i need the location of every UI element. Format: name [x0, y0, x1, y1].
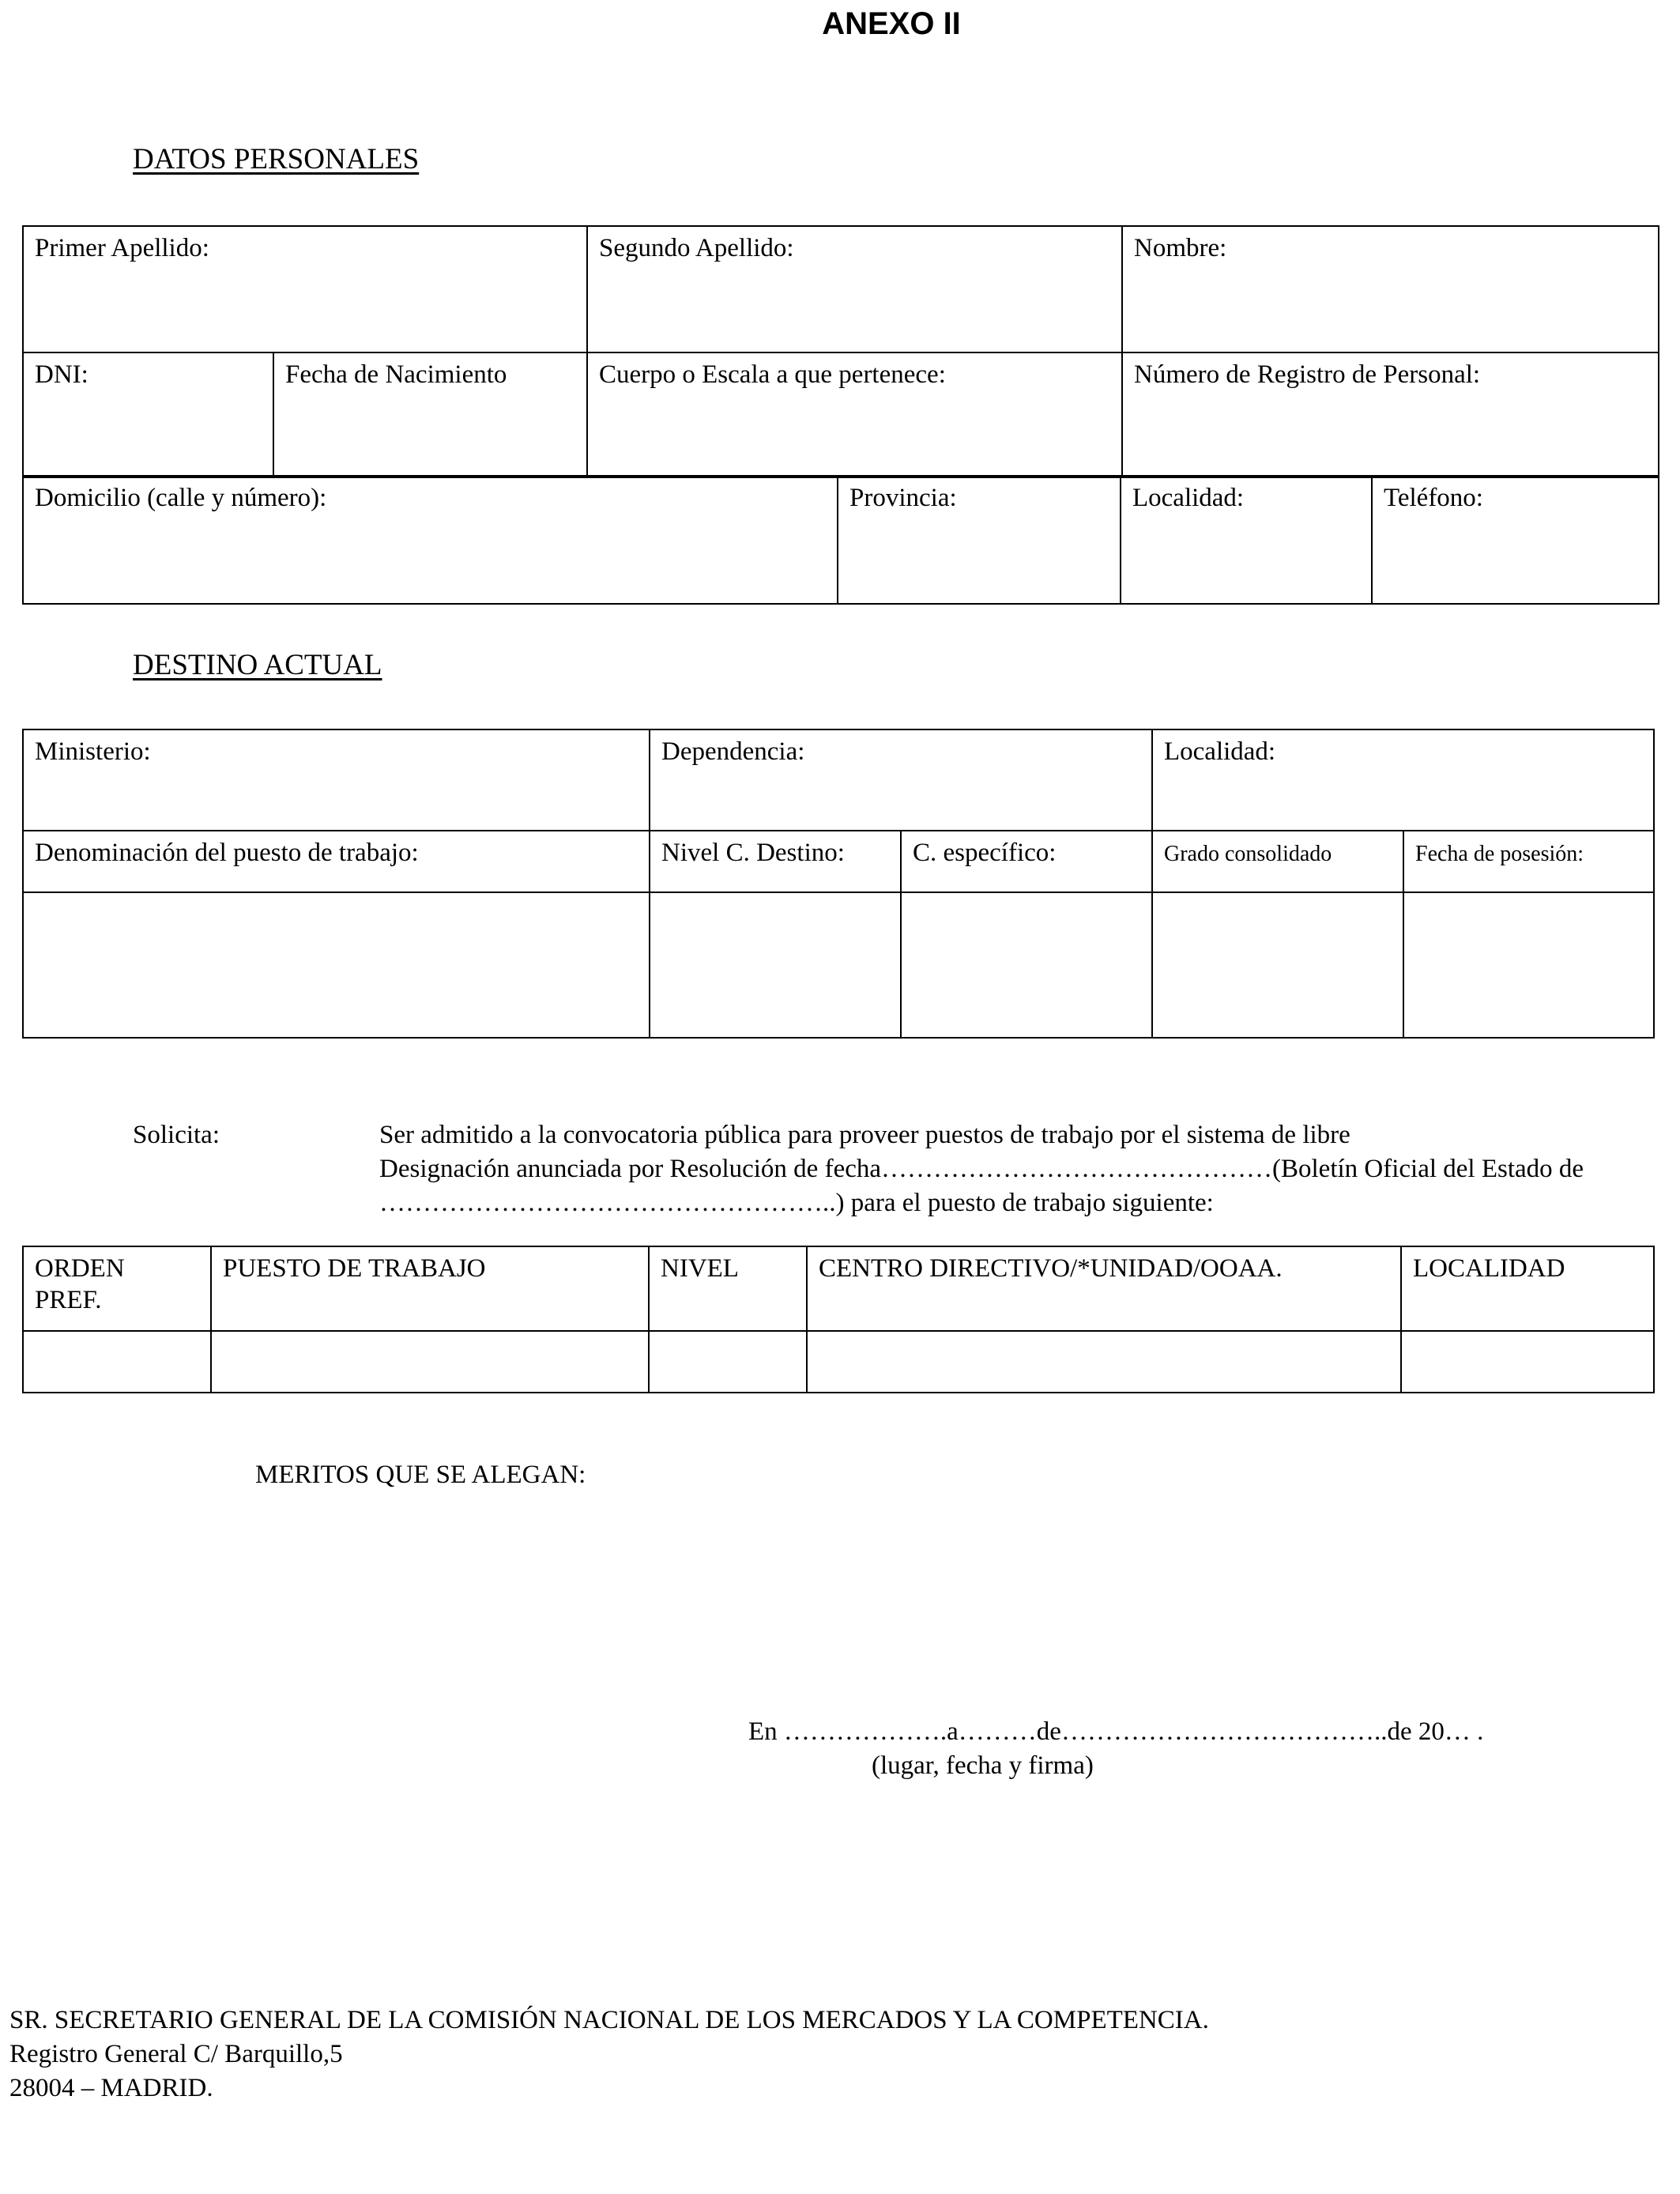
destinatario-block	[9, 2004, 1209, 2105]
section-heading-datos-personales: DATOS PERSONALES	[133, 143, 420, 175]
centro-header	[807, 1246, 1401, 1331]
orden-input[interactable]	[23, 1331, 211, 1393]
pref-label: PREF.	[35, 1285, 102, 1314]
dependencia-label: Dependencia:	[661, 737, 805, 766]
domicilio-field[interactable]	[23, 476, 838, 604]
localidad-field[interactable]	[1121, 476, 1372, 604]
dependencia-field[interactable]	[650, 729, 1152, 831]
ministerio-label: Ministerio:	[35, 737, 151, 766]
domicilio-label: Domicilio (calle y número):	[35, 484, 327, 512]
denominacion-input[interactable]	[23, 892, 650, 1038]
puestos-localidad-input[interactable]	[1401, 1331, 1654, 1393]
puesto-input[interactable]	[211, 1331, 649, 1393]
puesto-header	[211, 1246, 649, 1331]
firma-caption: (lugar, fecha y firma)	[872, 1751, 1094, 1780]
meritos-heading: MERITOS QUE SE ALEGAN:	[255, 1461, 586, 1489]
especifico-input[interactable]	[901, 892, 1152, 1038]
solicita-line-2: Designación anunciada por Resolución de fecha………………………………………(Boletín Oficial del Estado de	[379, 1155, 1584, 1183]
grado-label: Grado consolidado	[1164, 842, 1332, 866]
nombre-label: Nombre:	[1134, 234, 1227, 262]
fecha-posesion-label: Fecha de posesión:	[1415, 842, 1584, 866]
puestos-localidad-label: LOCALIDAD	[1413, 1254, 1565, 1283]
nivel-input[interactable]	[649, 1331, 807, 1393]
destinatario-line-3: 28004 – MADRID.	[9, 2074, 213, 2102]
solicita-line-1: Ser admitido a la convocatoria pública para proveer puestos de trabajo por el sistema de libre	[379, 1121, 1350, 1149]
ministerio-field[interactable]	[23, 729, 650, 831]
grado-input[interactable]	[1152, 892, 1403, 1038]
dni-field[interactable]	[23, 352, 273, 477]
puestos-table	[22, 1246, 1655, 1393]
destinatario-line-2: Registro General C/ Barquillo,5	[9, 2040, 343, 2068]
denominacion-header	[23, 831, 650, 892]
numero-registro-field[interactable]	[1122, 352, 1659, 477]
puestos-localidad-header	[1401, 1246, 1654, 1331]
localidad-label: Localidad:	[1132, 484, 1245, 512]
nivel-destino-header	[650, 831, 901, 892]
domicilio-table	[22, 475, 1659, 605]
centro-label: CENTRO DIRECTIVO/*UNIDAD/OOAA.	[819, 1254, 1283, 1283]
centro-input[interactable]	[807, 1331, 1401, 1393]
solicita-text	[379, 1118, 1675, 1220]
fecha-nacimiento-field[interactable]	[273, 352, 587, 477]
provincia-label: Provincia:	[849, 484, 957, 512]
cuerpo-escala-label: Cuerpo o Escala a que pertenece:	[599, 360, 946, 389]
destinatario-line-1: SR. SECRETARIO GENERAL DE LA COMISIÓN NACIONAL DE LOS MERCADOS Y LA COMPETENCIA.	[9, 2006, 1209, 2034]
primer-apellido-label: Primer Apellido:	[35, 234, 209, 262]
orden-label: ORDEN	[35, 1254, 125, 1283]
grado-header	[1152, 831, 1403, 892]
destino-localidad-label: Localidad:	[1164, 737, 1276, 766]
telefono-field[interactable]	[1372, 476, 1659, 604]
firma-line: En ……………….a………de………………………………..de 20… .	[748, 1717, 1484, 1746]
telefono-label: Teléfono:	[1384, 484, 1483, 512]
provincia-field[interactable]	[838, 476, 1121, 604]
nivel-destino-label: Nivel C. Destino:	[661, 839, 845, 867]
document-title: ANEXO II	[822, 6, 961, 41]
fecha-nacimiento-label: Fecha de Nacimiento	[285, 360, 507, 389]
section-heading-destino-actual: DESTINO ACTUAL	[133, 649, 382, 681]
primer-apellido-field[interactable]	[23, 226, 587, 352]
datos-personales-table	[22, 225, 1659, 478]
nivel-header	[649, 1246, 807, 1331]
destino-actual-table	[22, 729, 1655, 1039]
orden-pref-header	[23, 1246, 211, 1331]
cuerpo-escala-field[interactable]	[587, 352, 1122, 477]
numero-registro-label: Número de Registro de Personal:	[1134, 360, 1481, 389]
segundo-apellido-field[interactable]	[587, 226, 1122, 352]
puesto-label: PUESTO DE TRABAJO	[223, 1254, 486, 1283]
fecha-posesion-input[interactable]	[1403, 892, 1654, 1038]
meritos-area[interactable]	[255, 1502, 1599, 1699]
denominacion-label: Denominación del puesto de trabajo:	[35, 839, 419, 867]
solicita-line-3: ……………………………………………..) para el puesto de trabajo siguiente:	[379, 1189, 1214, 1217]
segundo-apellido-label: Segundo Apellido:	[599, 234, 794, 262]
nivel-destino-input[interactable]	[650, 892, 901, 1038]
especifico-label: C. específico:	[913, 839, 1057, 867]
especifico-header	[901, 831, 1152, 892]
nombre-field[interactable]	[1122, 226, 1659, 352]
solicita-label: Solicita:	[133, 1121, 220, 1149]
dni-label: DNI:	[35, 360, 89, 389]
destino-localidad-field[interactable]	[1152, 729, 1654, 831]
nivel-label: NIVEL	[661, 1254, 739, 1283]
fecha-posesion-header	[1403, 831, 1654, 892]
